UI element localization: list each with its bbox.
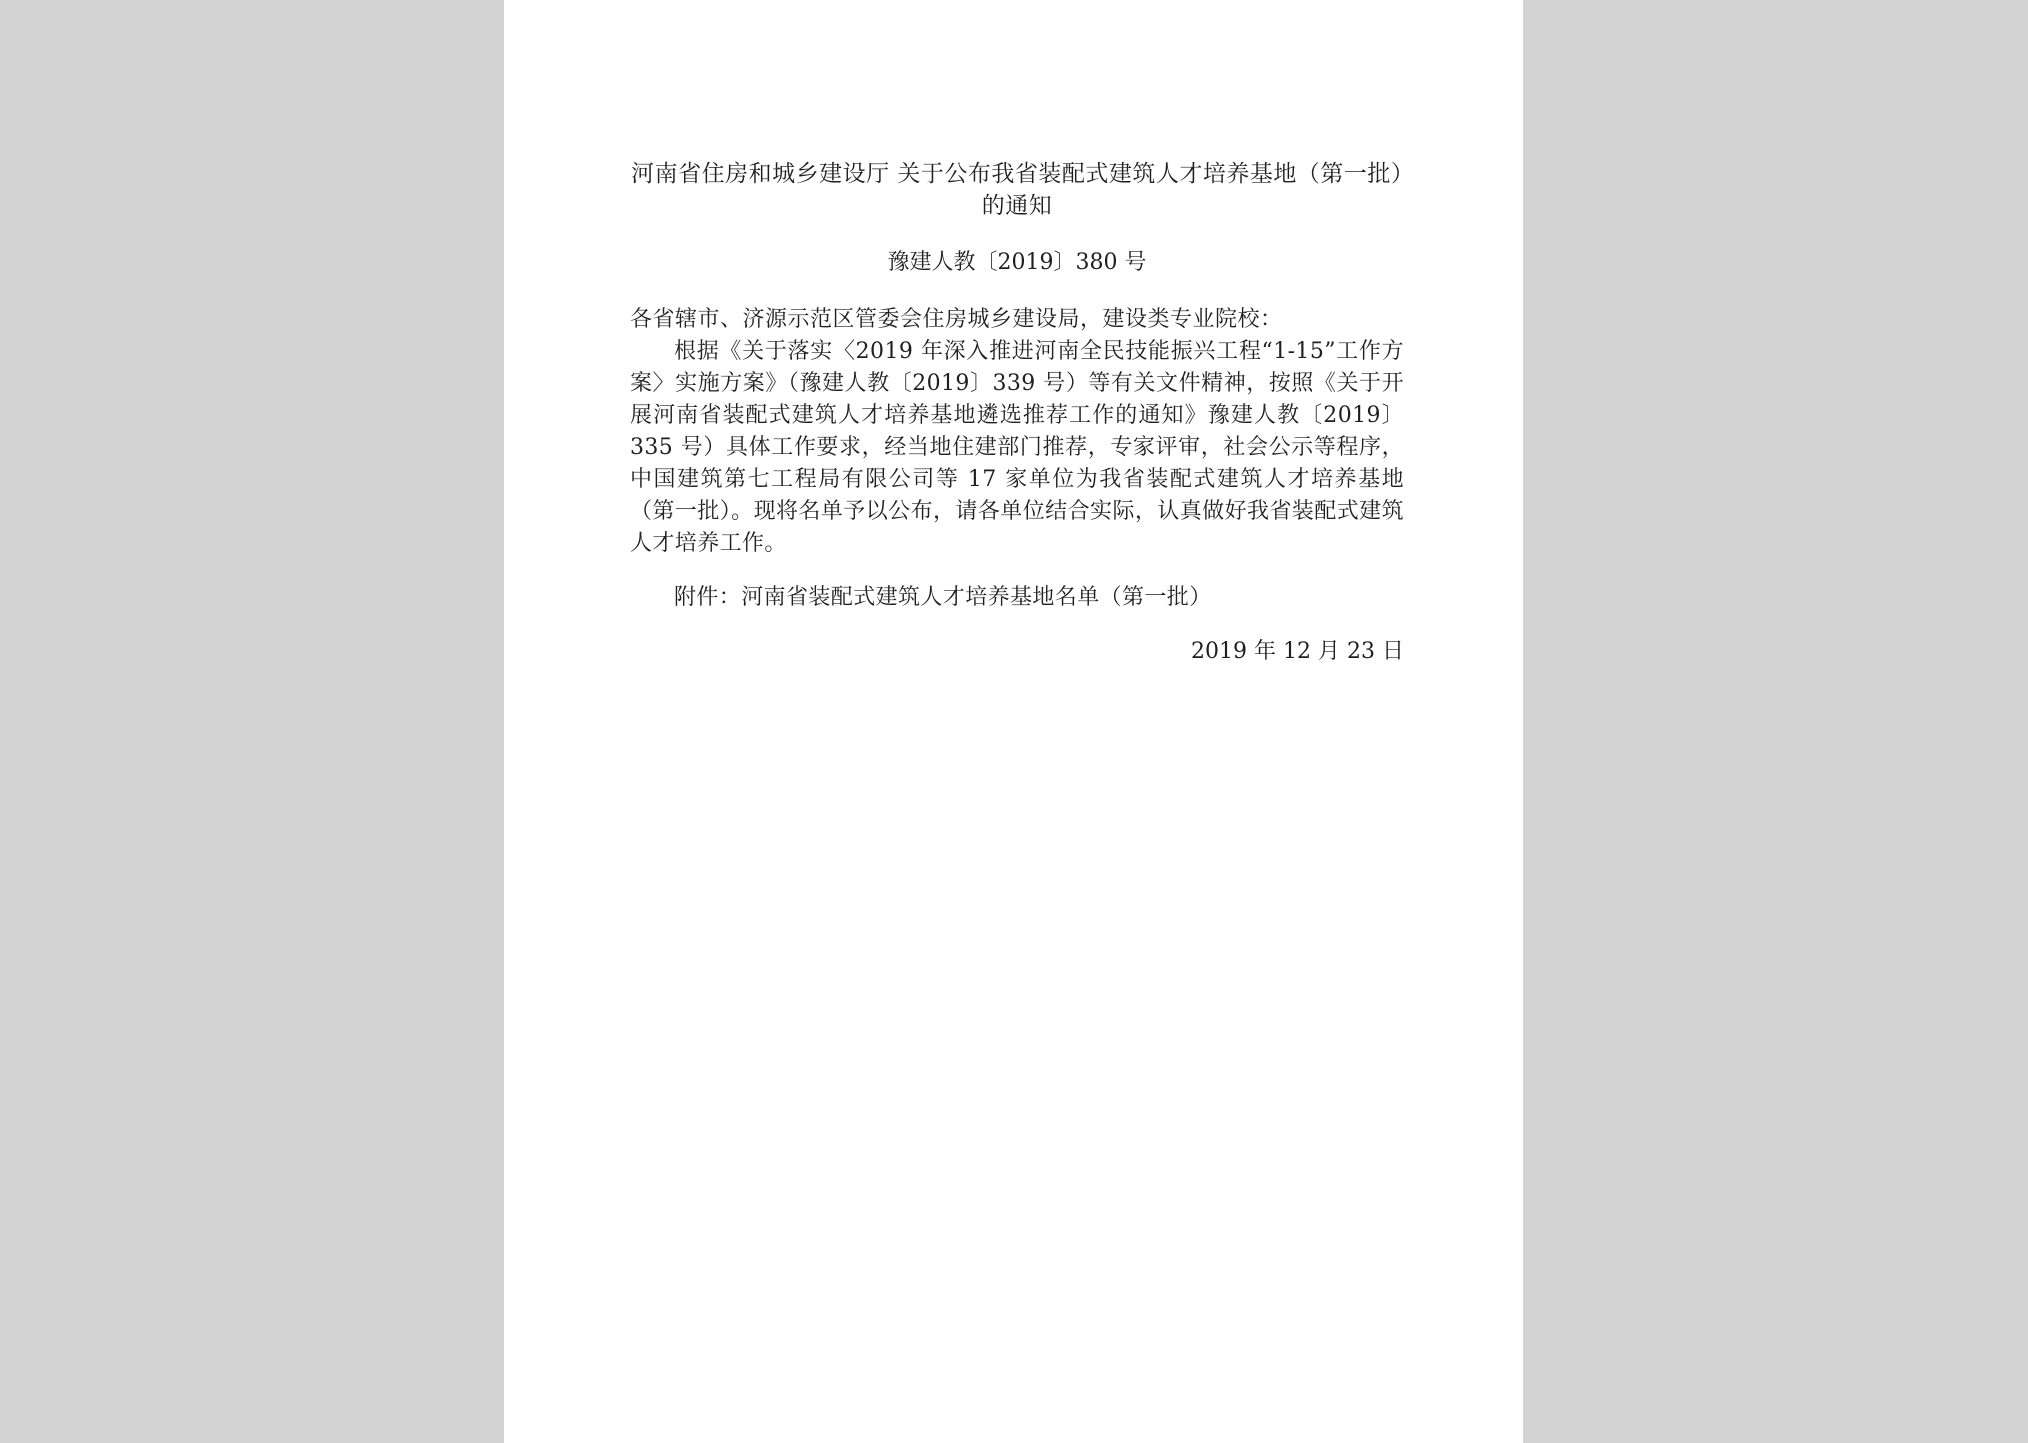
issue-date: 2019 年 12 月 23 日 [1191, 639, 1404, 664]
document-title: 河南省住房和城乡建设厅 关于公布我省装配式建筑人才培养基地（第一批）的通知 [631, 161, 1403, 219]
salutation: 各省辖市、济源示范区管委会住房城乡建设局，建设类专业院校： [630, 307, 1283, 332]
document-number: 豫建人教〔2019〕380 号 [887, 250, 1147, 275]
document-page [504, 0, 1523, 1443]
document-content [630, 158, 1404, 668]
attachment-line: 附件：河南省装配式建筑人才培养基地名单（第一批） [674, 585, 1212, 610]
body-paragraph: 根据《关于落实〈2019 年深入推进河南全民技能振兴工程“1-15”工作方案〉实施方案》（豫建人教〔2019〕339 号）等有关文件精神，按照《关于开展河南省装配式建筑人才培养基地遴选推荐工作的通知》豫建人教〔2019〕335 号）具体工作要求，经当地住建部门推荐，专家评审，社会公示等程序，中国建筑第七工程局有限公司等 17 家单位为我省装配式建筑人才培养基地（第一批）。现将名单予以公布，请各单位结合实际，认真做好我省装配式建筑人才培养工作。 [630, 339, 1404, 556]
